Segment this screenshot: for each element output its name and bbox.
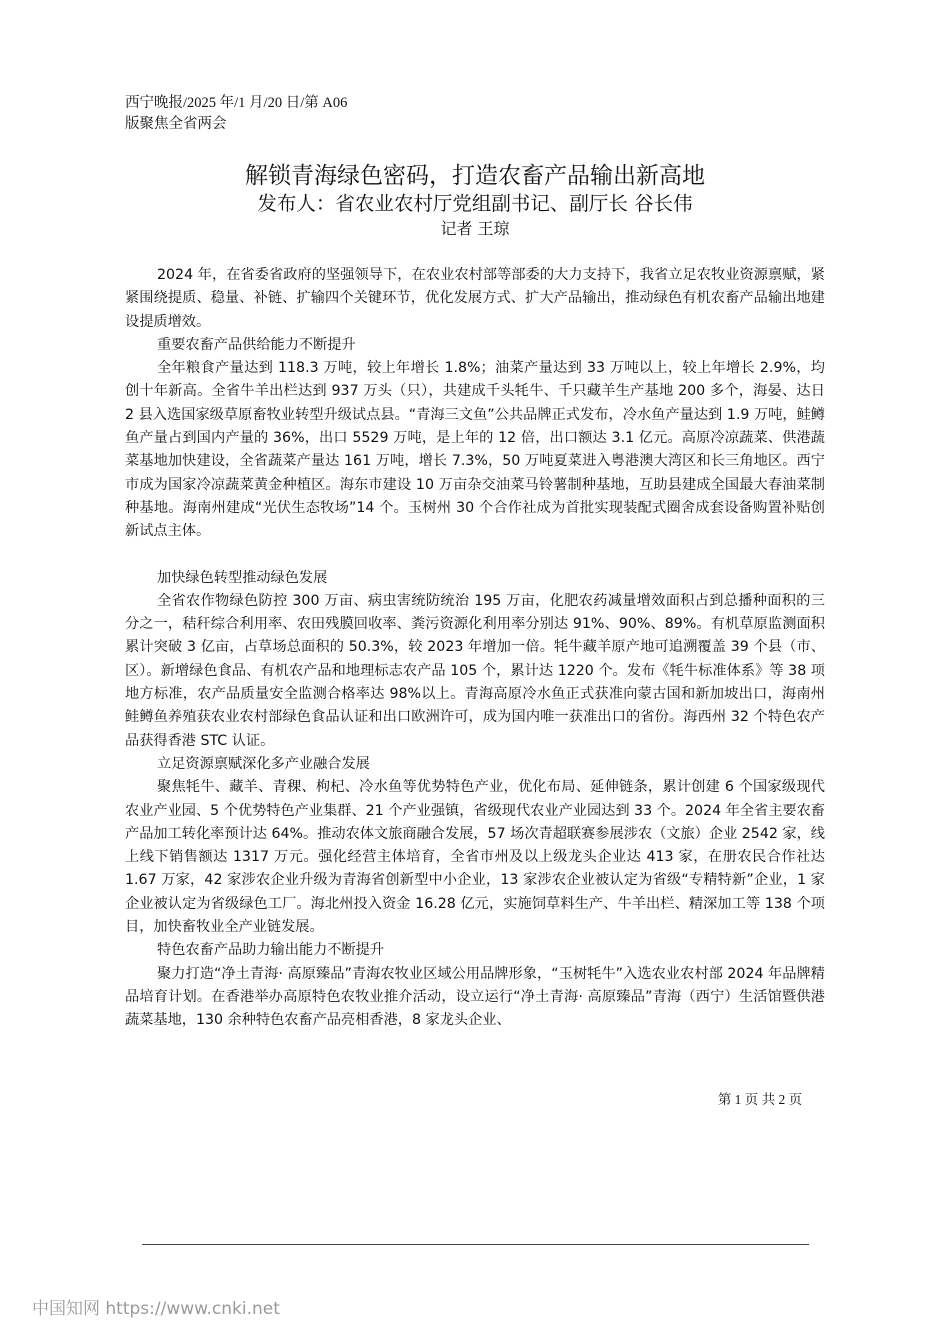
source-line-1: 西宁晚报/2025 年/1 月/20 日/第 A06: [125, 95, 348, 111]
intro-paragraph: 2024 年，在省委省政府的坚强领导下，在农业农村部等部委的大力支持下，我省立足农牧业资源禀赋，紧紧围绕提质、稳量、补链、扩输四个关键环节，优化发展方式、扩大产品输出，推动绿色有机农畜产品输出地建设提质增效。: [125, 267, 825, 330]
page-number: 第 1 页 共 2 页: [717, 1092, 803, 1107]
footer-divider: [142, 1244, 809, 1245]
source-line-2: 版聚焦全省两会: [125, 116, 227, 132]
paragraph-gap: [125, 544, 825, 567]
section-heading-industry: 立足资源禀赋深化多产业融合发展: [157, 755, 370, 772]
article-title: 解锁青海绿色密码，打造农畜产品输出新高地: [245, 163, 705, 189]
source-citation: [125, 93, 525, 135]
cnki-watermark[interactable]: 中国知网 https://www.cnki.net: [32, 1299, 280, 1319]
section-heading-export: 特色农畜产品助力输出能力不断提升: [157, 942, 385, 959]
section-text-green: 全省农作物绿色防控 300 万亩、病虫害统防统治 195 万亩，化肥农药减量增效面积占到总播种面积的三分之一，秸秆综合利用率、农田残膜回收率、粪污资源化利用率分别达 91%、90%、89%。有机草原监测面积累计突破 3 亿亩，占草场总面积的 50.3%，较 2023 年增加一倍。牦牛藏羊原产地可追溯覆盖 39 个县（市、区）。新增绿色食品、有机农产品和地理标志农产品 105 个，累计达 1220 个。发布《牦牛标准体系》等 38 项地方标准，农产品质量安全监测合格率达 98%以上。青海高原冷水鱼正式获准向蒙古国和新加坡出口，海南州鲑鳟鱼养殖获农业农村部绿色食品认证和出口欧洲许可，成为国内唯一获准出口的省份。海西州 32 个特色农产品获得香港 STC 认证。: [125, 592, 825, 749]
section-text-supply: 全年粮食产量达到 118.3 万吨，较上年增长 1.8%；油菜产量达到 33 万吨以上，较上年增长 2.9%，均创十年新高。全省牛羊出栏达到 937 万头（只），共建成千头牦牛、千只藏羊生产基地 200 多个，海晏、达日 2 县入选国家级草原畜牧业转型升级试点县。“青海三文鱼”公共品牌正式发布，冷水鱼产量达到 1.9 万吨，鲑鳟鱼产量占到国内产量的 36%，出口 5529 万吨，是上年的 12 倍，出口额达 3.1 亿元。高原冷凉蔬菜、供港蔬菜基地加快建设，全省蔬菜产量达 161 万吨，增长 7.3%，50 万吨夏菜进入粤港澳大湾区和长三角地区。西宁市成为国家冷凉蔬菜黄金种植区。海东市建设 10 万亩杂交油菜马铃薯制种基地，互助县建成全国最大春油菜制种基地。海南州建成“光伏生态牧场”14 个。玉树州 30 个合作社成为首批实现装配式圈舍成套设备购置补贴创新试点主体。: [125, 360, 825, 540]
section-heading-supply: 重要农畜产品供给能力不断提升: [157, 336, 356, 353]
section-text-industry: 聚焦牦牛、藏羊、青稞、枸杞、冷水鱼等优势特色产业，优化布局、延伸链条，累计创建 6 个国家级现代农业产业园、5 个优势特色产业集群、21 个产业强镇，省级现代农业产业园达到 33 个。2024 年全省主要农畜产品加工转化率预计达 64%。推动农体文旅商融合发展，57 场次青超联赛参展涉农（文旅）企业 2542 家，线上线下销售额达 1317 万元。强化经营主体培育，全省市州及以上级龙头企业达 413 家，在册农民合作社达 1.67 万家，42 家涉农企业升级为青海省创新型中小企业，13 家涉农企业被认定为省级“专精特新”企业，1 家企业被认定为省级绿色工厂。海北州投入资金 16.28 亿元，实施饲草料生产、牛羊出栏、精深加工等 138 个项目，加快畜牧业全产业链发展。: [125, 779, 825, 936]
section-text-export: 聚力打造“净土青海· 高原臻品”青海农牧业区域公用品牌形象，“玉树牦牛”入选农业农村部 2024 年品牌精品培育计划。在香港举办高原特色农牧业推介活动，设立运行“净土青海· 高原臻品”青海（西宁）生活馆暨供港蔬菜基地，130 余种特色农畜产品亮相香港，8 家龙头企业、: [125, 965, 825, 1029]
article-body: [125, 264, 825, 1033]
article-subtitle: 发布人：省农业农村厅党组副书记、副厅长 谷长伟: [257, 192, 693, 215]
section-heading-green: 加快绿色转型推动绿色发展: [157, 569, 328, 586]
reporter-line: 记者 王琼: [440, 219, 510, 238]
